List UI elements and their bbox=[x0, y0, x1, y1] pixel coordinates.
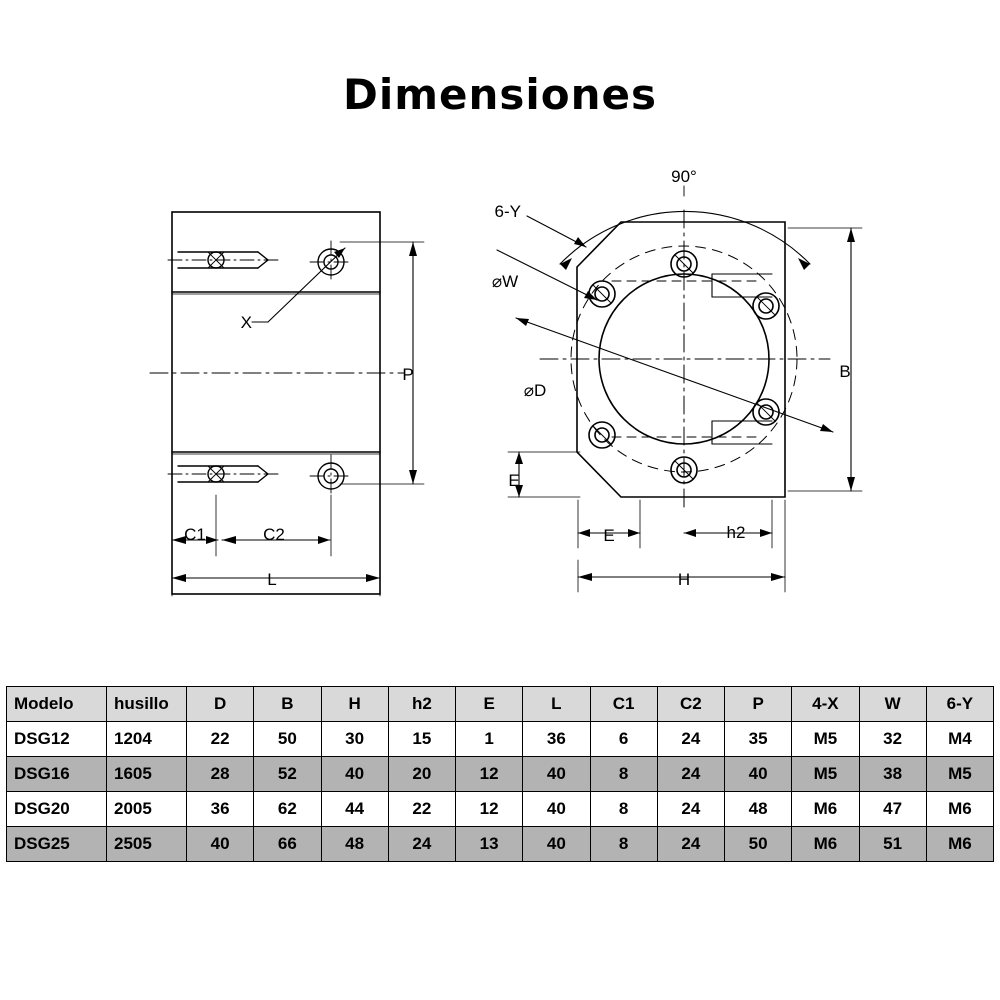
cell-6Y: M4 bbox=[926, 722, 993, 757]
cell-B: 62 bbox=[254, 792, 321, 827]
th-E: E bbox=[456, 687, 523, 722]
table-row bbox=[7, 757, 994, 792]
cell-modelo: DSG16 bbox=[7, 757, 107, 792]
th-L: L bbox=[523, 687, 590, 722]
th-C2: C2 bbox=[657, 687, 724, 722]
th-6Y: 6-Y bbox=[926, 687, 993, 722]
th-H: H bbox=[321, 687, 388, 722]
cell-C2: 24 bbox=[657, 722, 724, 757]
th-D: D bbox=[187, 687, 254, 722]
label-L: L bbox=[267, 570, 277, 589]
cell-P: 35 bbox=[725, 722, 792, 757]
cell-B: 66 bbox=[254, 827, 321, 862]
cell-modelo: DSG20 bbox=[7, 792, 107, 827]
table-row bbox=[7, 792, 994, 827]
cell-P: 48 bbox=[725, 792, 792, 827]
cell-W: 47 bbox=[859, 792, 926, 827]
th-h2: h2 bbox=[388, 687, 455, 722]
cell-H: 30 bbox=[321, 722, 388, 757]
cell-4X: M5 bbox=[792, 757, 859, 792]
cell-C1: 8 bbox=[590, 827, 657, 862]
label-6Y: 6-Y bbox=[494, 202, 521, 221]
page-title: Dimensiones bbox=[342, 70, 658, 119]
cell-C2: 24 bbox=[657, 792, 724, 827]
cell-L: 36 bbox=[523, 722, 590, 757]
cell-husillo: 1605 bbox=[107, 757, 187, 792]
cell-D: 40 bbox=[187, 827, 254, 862]
cell-D: 36 bbox=[187, 792, 254, 827]
cell-4X: M6 bbox=[792, 827, 859, 862]
cell-h2: 22 bbox=[388, 792, 455, 827]
cell-L: 40 bbox=[523, 757, 590, 792]
cell-E: 12 bbox=[456, 757, 523, 792]
th-C1: C1 bbox=[590, 687, 657, 722]
cell-6Y: M6 bbox=[926, 792, 993, 827]
table-row bbox=[7, 722, 994, 757]
th-modelo: Modelo bbox=[7, 687, 107, 722]
cell-E: 12 bbox=[456, 792, 523, 827]
cell-B: 52 bbox=[254, 757, 321, 792]
cell-D: 28 bbox=[187, 757, 254, 792]
label-diameter-D: ⌀D bbox=[523, 381, 547, 400]
label-C2: C2 bbox=[263, 525, 285, 544]
table-row bbox=[7, 827, 994, 862]
cell-P: 50 bbox=[725, 827, 792, 862]
label-diameter-W: ⌀W bbox=[491, 272, 519, 291]
cell-4X: M6 bbox=[792, 792, 859, 827]
cell-C1: 8 bbox=[590, 792, 657, 827]
label-H: H bbox=[677, 570, 691, 589]
cell-husillo: 2005 bbox=[107, 792, 187, 827]
label-P: P bbox=[402, 365, 414, 384]
cell-6Y: M6 bbox=[926, 827, 993, 862]
cell-H: 40 bbox=[321, 757, 388, 792]
th-W: W bbox=[859, 687, 926, 722]
cell-L: 40 bbox=[523, 792, 590, 827]
cell-C1: 6 bbox=[590, 722, 657, 757]
cell-W: 51 bbox=[859, 827, 926, 862]
label-C1: C1 bbox=[184, 525, 206, 544]
cell-B: 50 bbox=[254, 722, 321, 757]
label-E-vertical: E bbox=[508, 471, 520, 490]
table-header-row bbox=[7, 687, 994, 722]
label-angle-90: 90° bbox=[671, 167, 697, 186]
label-X: X bbox=[240, 313, 252, 332]
label-E-horizontal: E bbox=[603, 526, 615, 545]
label-B: B bbox=[839, 362, 851, 381]
cell-h2: 24 bbox=[388, 827, 455, 862]
cell-D: 22 bbox=[187, 722, 254, 757]
cell-H: 48 bbox=[321, 827, 388, 862]
cell-6Y: M5 bbox=[926, 757, 993, 792]
th-P: P bbox=[725, 687, 792, 722]
cell-modelo: DSG25 bbox=[7, 827, 107, 862]
th-4X: 4-X bbox=[792, 687, 859, 722]
th-husillo: husillo bbox=[107, 687, 187, 722]
label-h2: h2 bbox=[726, 523, 746, 542]
cell-husillo: 1204 bbox=[107, 722, 187, 757]
cell-C2: 24 bbox=[657, 757, 724, 792]
cell-C2: 24 bbox=[657, 827, 724, 862]
cell-L: 40 bbox=[523, 827, 590, 862]
cell-H: 44 bbox=[321, 792, 388, 827]
cell-E: 1 bbox=[456, 722, 523, 757]
dimensions-table-wrapper bbox=[6, 686, 994, 862]
cell-W: 32 bbox=[859, 722, 926, 757]
cell-h2: 15 bbox=[388, 722, 455, 757]
cell-C1: 8 bbox=[590, 757, 657, 792]
cell-E: 13 bbox=[456, 827, 523, 862]
cell-W: 38 bbox=[859, 757, 926, 792]
cell-modelo: DSG12 bbox=[7, 722, 107, 757]
cell-h2: 20 bbox=[388, 757, 455, 792]
cell-4X: M5 bbox=[792, 722, 859, 757]
cell-P: 40 bbox=[725, 757, 792, 792]
th-B: B bbox=[254, 687, 321, 722]
dimensions-table bbox=[6, 686, 994, 862]
cell-husillo: 2505 bbox=[107, 827, 187, 862]
